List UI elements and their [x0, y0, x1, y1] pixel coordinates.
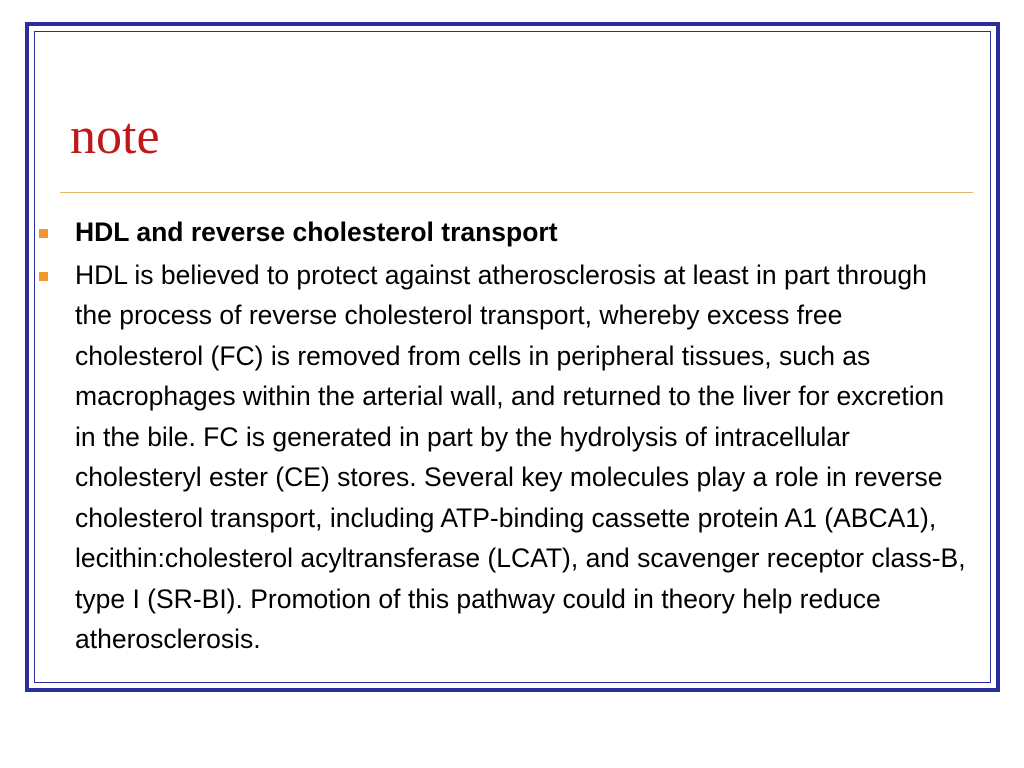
- title-divider: [60, 192, 973, 193]
- bullet-body-text: HDL is believed to protect against atherosclerosis at least in part through the process of reverse cholesterol transport, whereby excess free cholesterol (FC) is removed from cells in peripheral tissues, such as macrophages within the arterial wall, and returned to the liver for excretion in the bile. FC is generated in part by the hydrolysis of intracellular cholesteryl ester (CE) stores. Several key molecules play a role in reverse cholesterol transport, including ATP-binding cassette protein A1 (ABCA1), lecithin:cholesterol acyltransferase (LCAT), and scavenger receptor class-B, type I (SR-BI). Promotion of this pathway could in theory help reduce atherosclerosis.: [75, 259, 966, 654]
- slide-title: note: [70, 108, 160, 165]
- square-bullet-icon: [39, 229, 48, 238]
- bullet-item-heading: [35, 212, 970, 253]
- bullet-item-body: [35, 255, 970, 660]
- bullet-heading-text: HDL and reverse cholesterol transport: [75, 217, 558, 247]
- bullet-list: [35, 212, 970, 662]
- square-bullet-icon: [39, 272, 48, 281]
